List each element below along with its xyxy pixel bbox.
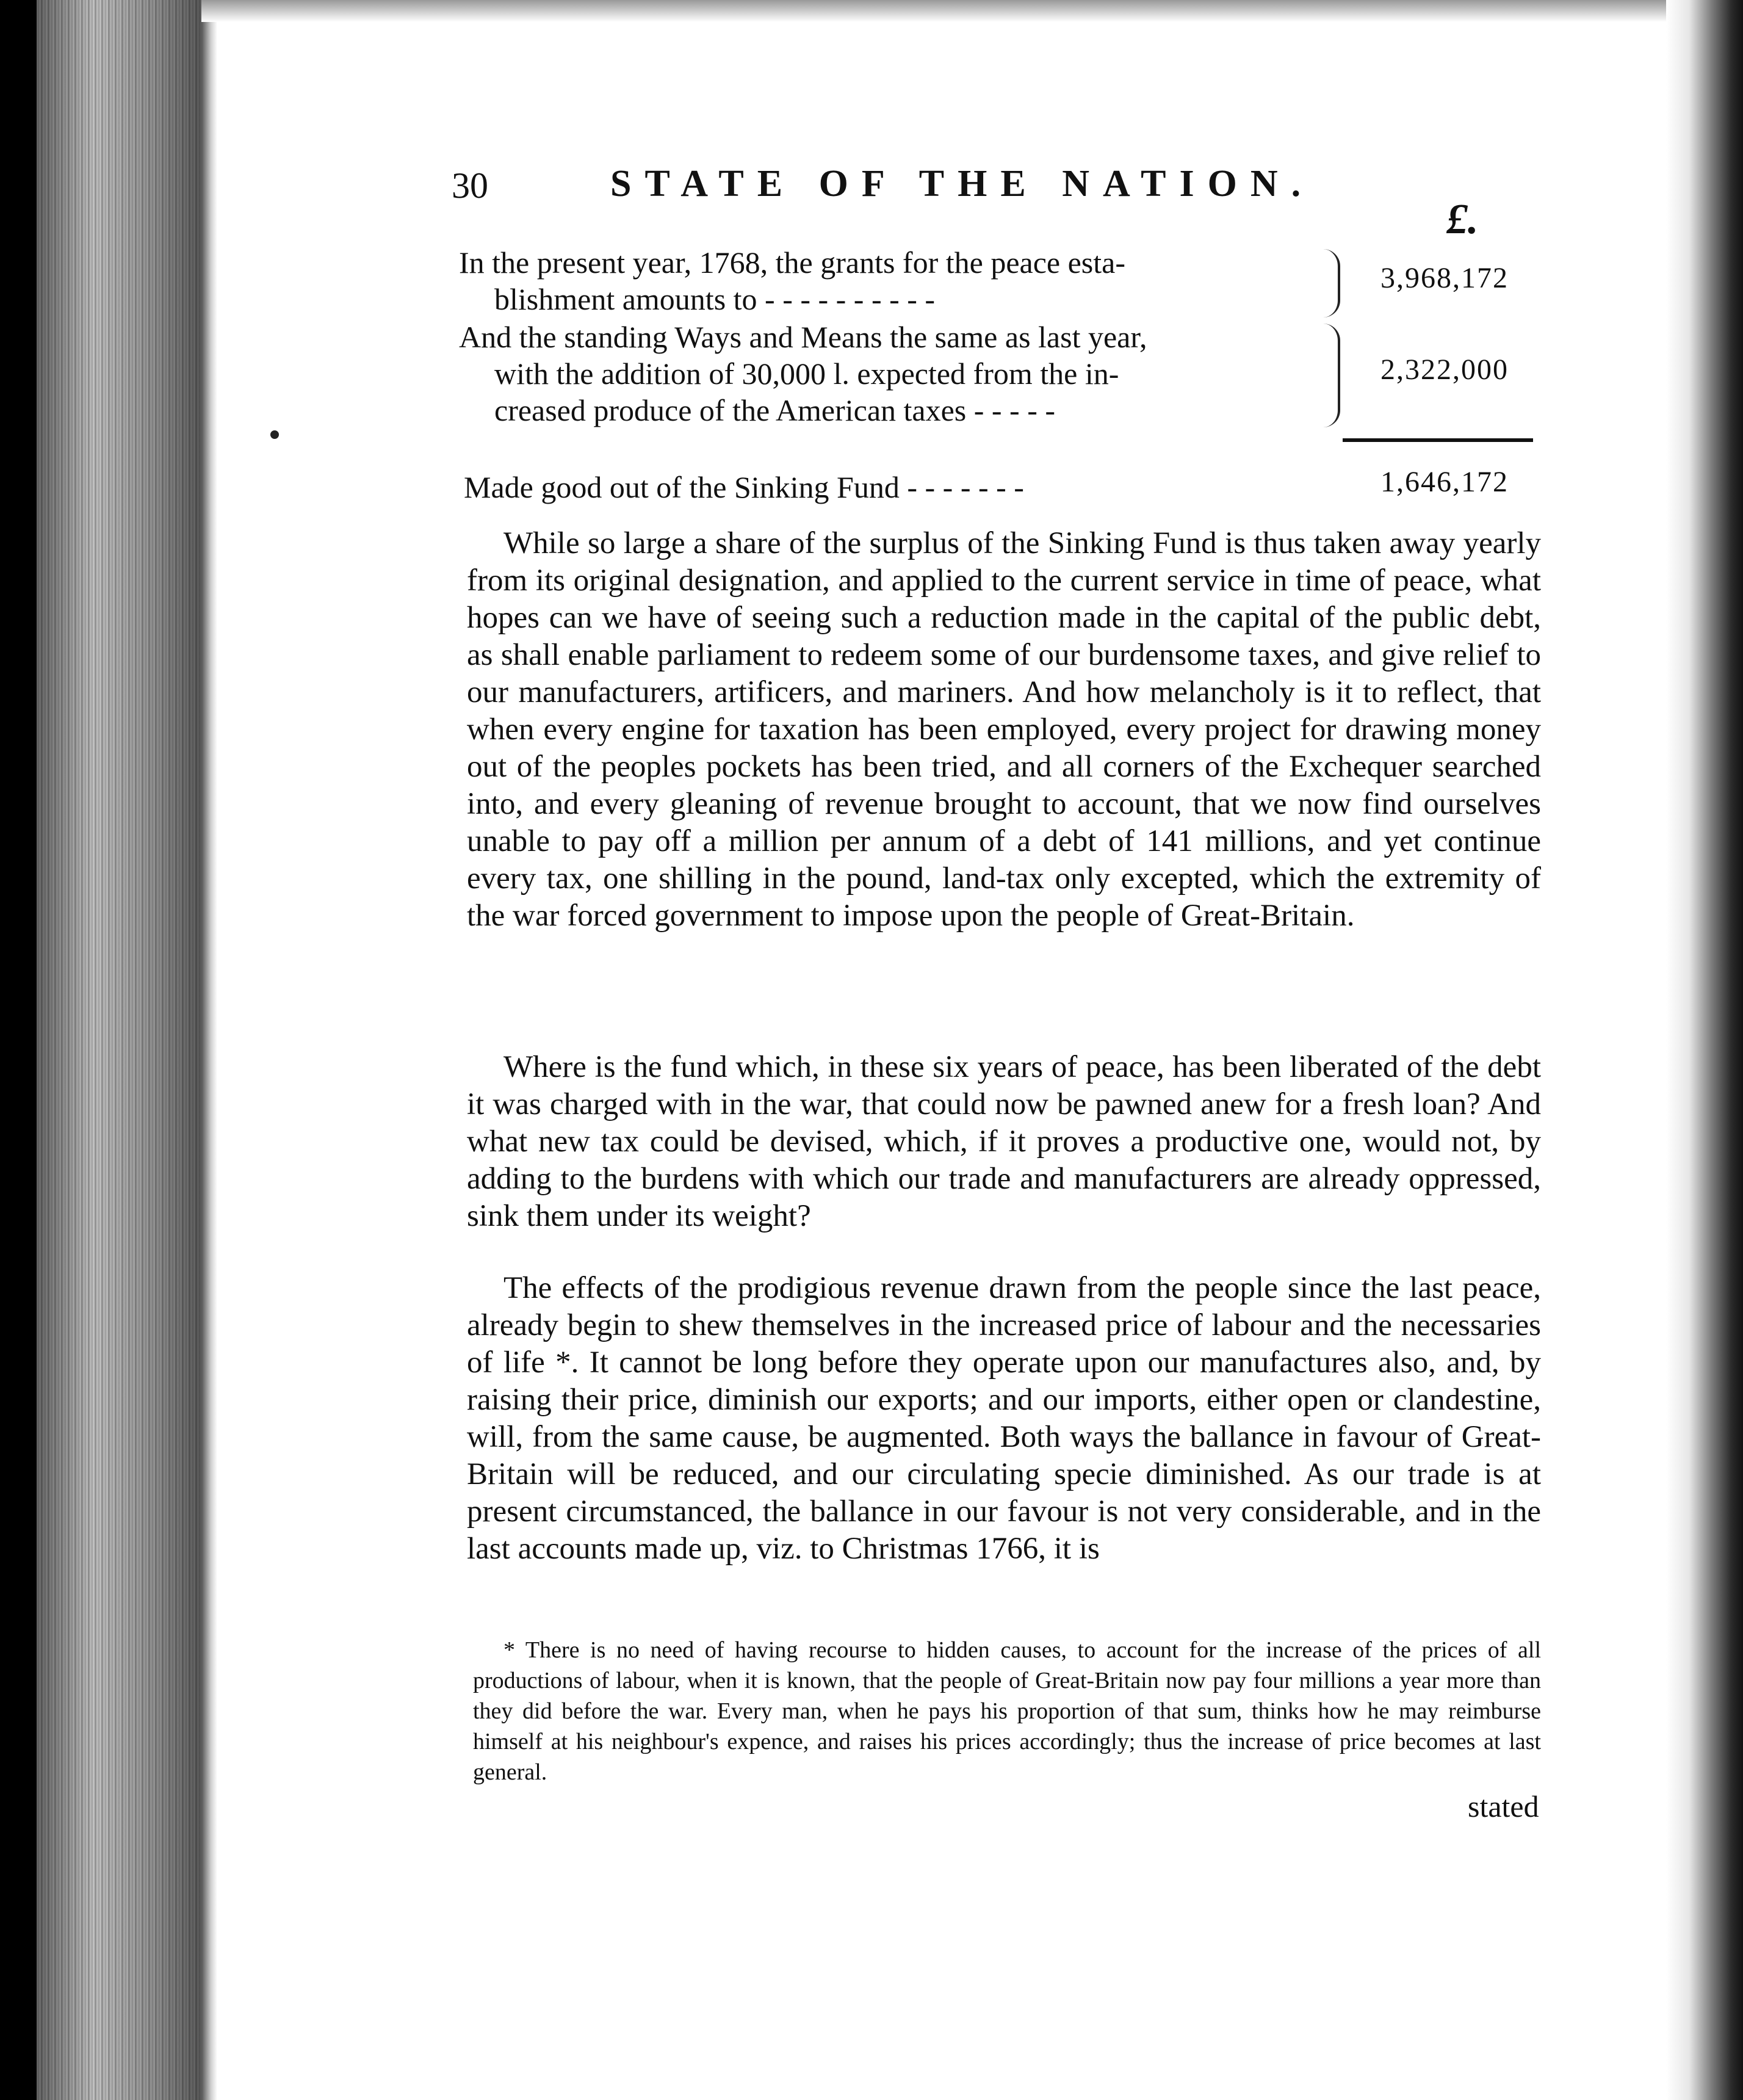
- account-row3-line1: Made good out of the Sinking Fund - - - - - - -: [464, 470, 1024, 504]
- account-row1-brace: [1323, 249, 1340, 317]
- account-row1-amount: 3,968,172: [1380, 262, 1509, 294]
- account-row2-line2: with the addition of 30,000 l. expected from the in-: [494, 357, 1119, 391]
- paragraph-3: The effects of the prodigious revenue drawn from the people since the last peace, already begin to shew themselves in the increased price of labour and the necessaries of life *. It cannot be long before they operate upon our manufactures also, and, by raising their price, diminish our exports; and our imports, either open or clandestine, will, from the same cause, be augmented. Both ways the ballance in favour of Great-Britain will be reduced, and our circulating specie diminished. As our trade is at present circumstanced, the ballance in our favour is not very considerable, and in the last accounts made up, viz. to Christmas 1766, it is: [467, 1271, 1541, 1566]
- ink-spot: [270, 430, 279, 439]
- page-right-edge: [1666, 0, 1743, 2100]
- account-row2-line1: And the standing Ways and Means the same as last year,: [459, 320, 1147, 354]
- account-row1-line1: In the present year, 1768, the grants for the peace esta-: [459, 245, 1125, 280]
- paragraph-1: While so large a share of the surplus of the Sinking Fund is thus taken away yearly from its original designation, and applied to the current service in time of peace, what hopes can we have of seeing such a reduction made in the capital of the public debt, as shall enable parliament to redeem some of our burdensome taxes, and give relief to our manufacturers, artificers, and mariners. And how melancholy is it to reflect, that when every engine for taxation has been employed, every project for drawing money out of the peoples pockets has been tried, and all corners of the Exchequer searched into, and every gleaning of revenue brought to account, that we now find ourselves unable to pay off a million per annum of a debt of 141 millions, and yet continue every tax, one shilling in the pound, land-tax only excepted, which the extremity of the war forced government to impose upon the people of Great-Britain.: [467, 526, 1541, 933]
- page-top-shadow: [201, 0, 1666, 22]
- sum-rule: [1343, 438, 1533, 442]
- currency-symbol: £.: [1446, 196, 1479, 243]
- running-title: STATE OF THE NATION.: [610, 163, 1315, 205]
- page-header: [452, 165, 1379, 214]
- catchword: stated: [1468, 1789, 1539, 1823]
- account-row1-line2: blishment amounts to - - - - - - - - - -: [494, 282, 936, 316]
- book-fore-edge-shadow: [37, 0, 201, 2100]
- account-row2-amount: 2,322,000: [1380, 353, 1509, 386]
- page-gutter: [201, 0, 217, 2100]
- paragraph-2: Where is the fund which, in these six years of peace, has been liberated of the debt it was charged with in the war, that could now be pawned anew for a fresh loan? And what new tax could be devised, which, if it proves a productive one, would not, by adding to the burdens with which our trade and manufacturers are already oppressed, sink them under its weight?: [467, 1050, 1541, 1233]
- account-row2-line3: creased produce of the American taxes - - - - -: [494, 393, 1055, 427]
- footnote: * There is no need of having recourse to hidden causes, to account for the increase of the prices of all productions of labour, when it is known, that the people of Great-Britain now pay four millions a year more than they did before the war. Every man, when he pays his proportion of that sum, thinks how he may reimburse himself at his neighbour's expence, and raises his prices accordingly; thus the increase of price becomes at last general.: [473, 1637, 1541, 1785]
- scan-border: [0, 0, 37, 2100]
- page-number: 30: [452, 165, 488, 206]
- account-row2-brace: [1323, 324, 1340, 427]
- account-row3-amount: 1,646,172: [1380, 466, 1509, 498]
